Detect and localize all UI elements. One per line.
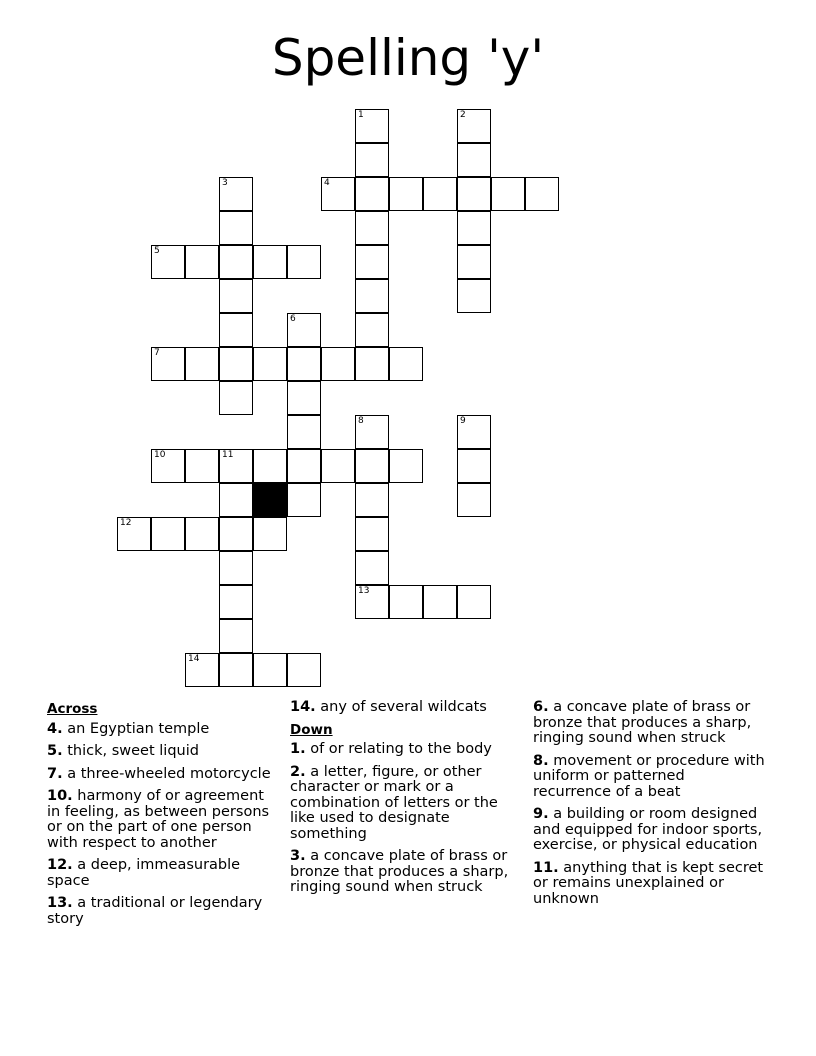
grid-cell[interactable]	[355, 279, 389, 313]
grid-cell[interactable]	[219, 653, 253, 687]
grid-cell[interactable]	[253, 449, 287, 483]
grid-cell[interactable]	[185, 653, 219, 687]
clue-number-label: 1	[358, 110, 364, 120]
grid-cell[interactable]	[219, 177, 253, 211]
grid-cell[interactable]	[525, 177, 559, 211]
grid-cell[interactable]	[491, 177, 525, 211]
clue-number: 9.	[533, 806, 549, 822]
clue-text: a letter, figure, or other character or mark or a combination of letters or the like used to designate something	[290, 763, 498, 842]
clue-text: an Egyptian temple	[67, 720, 210, 737]
grid-cell[interactable]	[457, 279, 491, 313]
clue-number-label: 14	[188, 654, 200, 664]
grid-cell[interactable]	[253, 517, 287, 551]
clue-number-label: 4	[324, 178, 330, 188]
grid-cell[interactable]	[287, 347, 321, 381]
clue-number-label: 12	[120, 518, 132, 528]
clue-number: 6.	[533, 699, 549, 715]
grid-cell[interactable]	[457, 449, 491, 483]
clues-column-3	[533, 700, 765, 914]
across-clue-14	[290, 700, 522, 716]
grid-cell[interactable]	[219, 381, 253, 415]
grid-cell[interactable]	[457, 245, 491, 279]
grid-cell[interactable]	[219, 619, 253, 653]
down-clue-1	[290, 742, 522, 758]
clue-text: of or relating to the body	[310, 741, 492, 757]
clues-column-1	[47, 700, 279, 934]
grid-cell[interactable]	[287, 653, 321, 687]
clue-number: 3.	[290, 848, 306, 864]
grid-cell[interactable]	[355, 245, 389, 279]
clue-text: anything that is kept secret or remains unexplained or unknown	[533, 859, 764, 907]
grid-cell[interactable]	[219, 211, 253, 245]
clue-text: a concave plate of brass or bronze that produces a sharp, ringing sound when struck	[290, 848, 509, 895]
grid-cell[interactable]	[457, 483, 491, 517]
grid-cell[interactable]	[355, 551, 389, 585]
grid-cell[interactable]	[389, 585, 423, 619]
grid-cell[interactable]	[457, 415, 491, 449]
grid-cell[interactable]	[185, 449, 219, 483]
grid-cell[interactable]	[457, 585, 491, 619]
across-clue-13	[47, 896, 279, 927]
clue-number: 12.	[47, 857, 73, 873]
grid-cell[interactable]	[219, 483, 253, 517]
clue-number-label: 7	[154, 348, 160, 358]
grid-cell[interactable]	[185, 347, 219, 381]
grid-cell[interactable]	[355, 517, 389, 551]
clue-text: a building or room designed and equipped for indoor sports, exercise, or physical education	[533, 806, 763, 853]
grid-cell[interactable]	[355, 177, 389, 211]
clue-number-label: 13	[358, 586, 370, 596]
grid-cell[interactable]	[185, 517, 219, 551]
grid-cell[interactable]	[151, 347, 185, 381]
down-clue-8	[533, 754, 765, 801]
down-clue-9	[533, 807, 765, 854]
clue-number: 2.	[290, 763, 306, 780]
clue-number: 13.	[47, 895, 73, 911]
grid-cell[interactable]	[355, 143, 389, 177]
grid-cell[interactable]	[253, 245, 287, 279]
grid-cell[interactable]	[355, 313, 389, 347]
clue-number: 14.	[290, 699, 316, 715]
grid-cell[interactable]	[389, 449, 423, 483]
grid-cell[interactable]	[355, 347, 389, 381]
down-heading: Down	[290, 721, 333, 738]
grid-cell[interactable]	[389, 347, 423, 381]
down-clue-6	[533, 700, 765, 747]
grid-cell[interactable]	[287, 313, 321, 347]
grid-cell[interactable]	[355, 585, 389, 619]
down-clue-2	[290, 765, 522, 843]
grid-cell[interactable]	[117, 517, 151, 551]
grid-cell[interactable]	[457, 211, 491, 245]
clue-number: 11.	[533, 859, 559, 876]
grid-cell[interactable]	[423, 585, 457, 619]
grid-cell[interactable]	[219, 517, 253, 551]
grid-cell[interactable]	[253, 347, 287, 381]
grid-cell[interactable]	[355, 483, 389, 517]
grid-cell[interactable]	[219, 449, 253, 483]
clue-number-label: 5	[154, 246, 160, 256]
across-clue-7	[47, 767, 279, 783]
grid-cell[interactable]	[287, 415, 321, 449]
down-clue-11	[533, 861, 765, 908]
clue-number-label: 6	[290, 314, 296, 324]
clue-text: harmony of or agreement in feeling, as between persons or on the part of one person with respect to another	[47, 788, 270, 851]
grid-cell[interactable]	[219, 313, 253, 347]
clue-text: a deep, immeasurable space	[47, 857, 241, 889]
clue-text: a three-wheeled motorcycle	[67, 765, 271, 782]
across-clue-5	[47, 744, 279, 760]
clue-number-label: 10	[154, 450, 166, 460]
across-heading: Across	[47, 701, 98, 717]
grid-cell[interactable]	[355, 449, 389, 483]
clue-number-label: 9	[460, 416, 466, 426]
grid-cell[interactable]	[389, 177, 423, 211]
clue-number: 1.	[290, 741, 306, 757]
grid-cell[interactable]	[423, 177, 457, 211]
grid-cell[interactable]	[287, 483, 321, 517]
grid-cell[interactable]	[355, 109, 389, 143]
puzzle-title: Spelling 'y'	[271, 29, 545, 87]
clue-number: 5.	[47, 743, 63, 759]
grid-cell[interactable]	[219, 551, 253, 585]
clue-text: a traditional or legendary story	[47, 895, 263, 927]
grid-cell[interactable]	[151, 517, 185, 551]
grid-cell[interactable]	[457, 109, 491, 143]
clue-text: thick, sweet liquid	[67, 743, 199, 759]
grid-cell[interactable]	[219, 279, 253, 313]
grid-cell[interactable]	[355, 415, 389, 449]
grid-cell[interactable]	[219, 585, 253, 619]
clue-number-label: 8	[358, 416, 364, 426]
clue-number-label: 11	[222, 450, 234, 460]
across-clue-12	[47, 858, 279, 889]
clue-number: 4.	[47, 720, 63, 737]
grid-cell[interactable]	[457, 177, 491, 211]
black-square	[253, 483, 287, 517]
grid-cell[interactable]	[219, 245, 253, 279]
across-clue-10	[47, 789, 279, 851]
grid-cell[interactable]	[185, 245, 219, 279]
clues-column-2	[290, 700, 522, 903]
clue-number: 10.	[47, 788, 73, 804]
clue-number: 8.	[533, 752, 549, 769]
grid-cell[interactable]	[151, 245, 185, 279]
grid-cell[interactable]	[253, 653, 287, 687]
clue-text: a concave plate of brass or bronze that produces a sharp, ringing sound when struck	[533, 699, 752, 746]
grid-cell[interactable]	[151, 449, 185, 483]
grid-cell[interactable]	[287, 449, 321, 483]
clue-number-label: 2	[460, 110, 466, 120]
across-clue-4	[47, 722, 279, 738]
grid-cell[interactable]	[321, 177, 355, 211]
grid-cell[interactable]	[321, 449, 355, 483]
grid-cell[interactable]	[457, 143, 491, 177]
grid-cell[interactable]	[321, 347, 355, 381]
clue-number: 7.	[47, 765, 63, 782]
grid-cell[interactable]	[219, 347, 253, 381]
clue-number-label: 3	[222, 178, 228, 188]
grid-cell[interactable]	[287, 381, 321, 415]
down-clue-3	[290, 849, 522, 896]
grid-cell[interactable]	[355, 211, 389, 245]
clue-text: movement or procedure with uniform or patterned recurrence of a beat	[533, 752, 765, 800]
clue-text: any of several wildcats	[320, 699, 487, 715]
grid-cell[interactable]	[287, 245, 321, 279]
